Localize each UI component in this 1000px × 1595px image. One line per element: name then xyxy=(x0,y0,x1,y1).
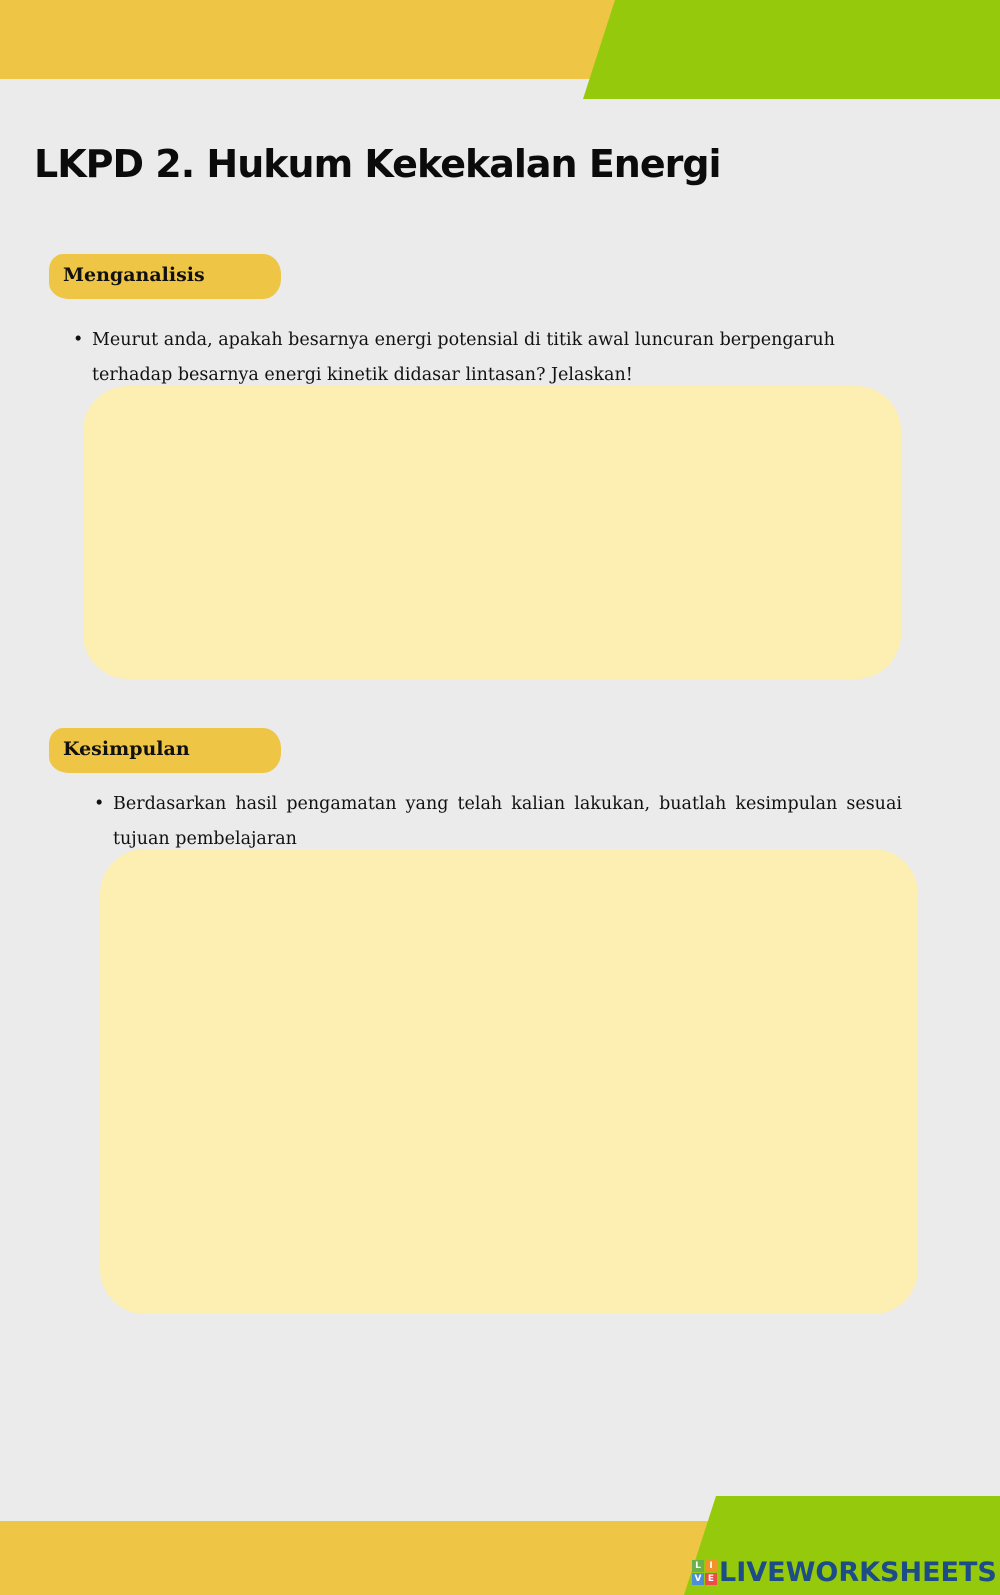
question-list-kesimpulan xyxy=(94,787,902,857)
question-item xyxy=(94,787,902,857)
section-heading-kesimpulan xyxy=(49,728,281,773)
logo-text: LIVEWORKSHEETS xyxy=(719,1556,997,1588)
liveworksheets-logo[interactable] xyxy=(692,1556,997,1588)
bullet-icon: • xyxy=(94,794,105,814)
header-green-band xyxy=(583,0,1000,99)
section-heading-label: Menganalisis xyxy=(63,264,205,286)
question-text: Meurut anda, apakah besarnya energi potensial di titik awal luncuran berpengaruh terhadap besarnya energi kinetik didasar lintasan? Jelaskan! xyxy=(92,330,835,385)
logo-tile: I xyxy=(705,1560,717,1572)
logo-tile: V xyxy=(692,1573,704,1585)
question-list-menganalisis xyxy=(73,323,892,393)
answer-box-menganalisis[interactable] xyxy=(83,386,901,679)
section-heading-label: Kesimpulan xyxy=(63,738,190,760)
footer-yellow-band xyxy=(0,1521,740,1595)
bullet-icon: • xyxy=(73,330,84,350)
question-text: Berdasarkan hasil pengamatan yang telah kalian lakukan, buatlah kesimpulan sesuai tujuan pembelajaran xyxy=(113,794,902,849)
worksheet-title: LKPD 2. Hukum Kekekalan Energi xyxy=(34,142,721,186)
question-item xyxy=(73,323,892,393)
section-heading-menganalisis xyxy=(49,254,281,299)
logo-tile: E xyxy=(705,1573,717,1585)
header-yellow-band xyxy=(0,0,620,79)
answer-box-kesimpulan[interactable] xyxy=(100,849,918,1314)
logo-tiles-icon xyxy=(692,1560,717,1585)
logo-tile: L xyxy=(692,1560,704,1572)
